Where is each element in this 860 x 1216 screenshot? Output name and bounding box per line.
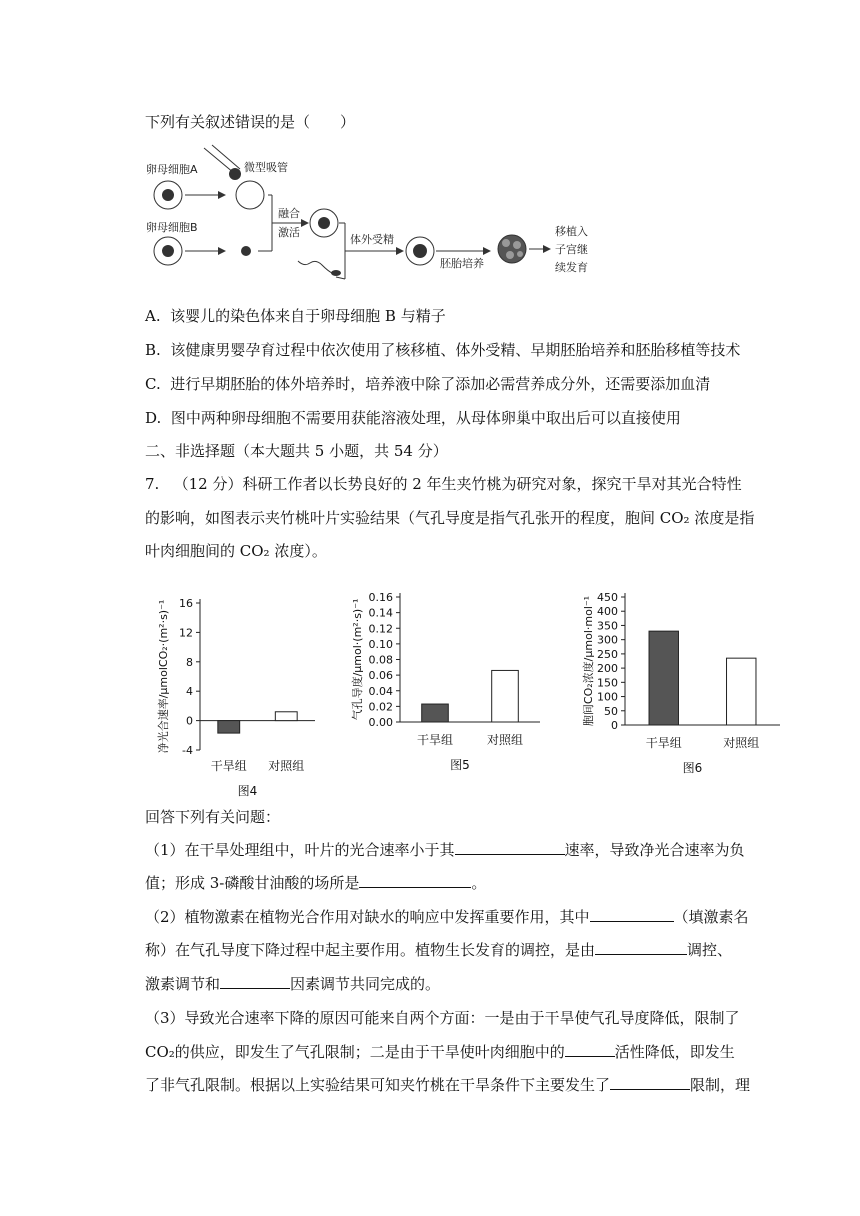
chart-fig6	[570, 585, 790, 780]
y-tick-label: 0.06	[368, 669, 393, 683]
ivf-label: 体外受精	[350, 233, 394, 246]
fusion-label-1: 融合	[278, 207, 300, 220]
q7-part1-line1: （1）在干旱处理组中，叶片的光合速率小于其 速率，导致净光合速率为负	[145, 841, 745, 859]
chart-fig5	[350, 585, 550, 780]
y-tick-label: 0.02	[368, 700, 393, 714]
y-tick-label: 200	[597, 662, 618, 676]
y-tick-label: 4	[186, 685, 193, 699]
question-stem: 下列有关叙述错误的是（ ）	[145, 113, 356, 131]
transfer-label-1: 移植入	[555, 225, 588, 238]
blank-1[interactable]	[455, 840, 565, 855]
enucleated-egg	[236, 181, 264, 209]
q7-line-2: 的影响，如图表示夹竹桃叶片实验结果（气孔导度是指气孔张开的程度，胞间 CO₂ 浓度是指	[145, 509, 755, 527]
category-label: 干旱组	[645, 736, 682, 750]
y-tick-label: 0.08	[368, 653, 393, 667]
category-label: 对照组	[723, 736, 760, 750]
bar-drought	[218, 721, 240, 733]
q7-part3-line3: 了非气孔限制。根据以上实验结果可知夹竹桃在干旱条件下主要发生了 限制，理	[145, 1076, 751, 1094]
y-tick-label: 0	[186, 714, 193, 728]
y-tick-label: 0.14	[368, 606, 393, 620]
y-tick-label: 100	[597, 690, 618, 704]
category-label: 干旱组	[210, 759, 247, 773]
y-tick-label: 8	[186, 655, 193, 669]
blank-2[interactable]	[359, 873, 471, 888]
bar-control	[275, 712, 297, 721]
chart-axes	[179, 597, 315, 757]
fusion-label-2: 激活	[278, 226, 300, 239]
y-tick-label: 12	[179, 626, 193, 640]
y-tick-label: 0.16	[368, 591, 393, 604]
y-tick-label: 150	[597, 676, 618, 690]
y-tick-label: 0.04	[368, 684, 393, 698]
bar-control	[727, 658, 756, 725]
q7-part3-line1: （3）导致光合速率下降的原因可能来自两个方面：一是由于干旱使气孔导度降低，限制了	[145, 1009, 740, 1027]
y-tick-label: 250	[597, 647, 618, 661]
blank-3[interactable]	[590, 907, 674, 922]
y-axis-label: 胞间CO₂浓度/μmol·mol⁻¹	[582, 595, 595, 727]
chart-title: 图6	[682, 761, 703, 775]
y-axis-label: 净光合速率/μmolCO₂·(m²·s)⁻¹	[157, 599, 170, 754]
category-label: 对照组	[486, 733, 524, 747]
y-axis-label: 气孔导度/μmol·(m²·s)⁻¹	[351, 598, 364, 721]
y-tick-label: 0.12	[368, 622, 393, 636]
blank-7[interactable]	[610, 1075, 690, 1090]
q7-part2-line3: 激素调节和 因素调节共同完成的。	[145, 975, 441, 993]
y-tick-label: 300	[597, 633, 618, 647]
bar-drought	[422, 704, 449, 722]
y-tick-label: 0	[611, 719, 618, 732]
egg-a-label: 卵母细胞A	[146, 163, 198, 176]
option-b: B. 该健康男婴孕育过程中依次使用了核移植、体外受精、早期胚胎培养和胚胎移植等技术	[145, 341, 741, 359]
chart-fig4	[155, 585, 330, 798]
option-c: C. 进行早期胚胎的体外培养时，培养液中除了添加必需营养成分外，还需要添加血清	[145, 375, 711, 393]
transfer-label-3: 续发育	[555, 261, 588, 274]
early-embryo	[498, 235, 526, 263]
y-tick-label: 350	[597, 619, 618, 633]
q7-part1-line2: 值；形成 3-磷酸甘油酸的场所是 。	[145, 874, 487, 892]
chart-title: 图5	[450, 758, 470, 772]
blank-5[interactable]	[220, 974, 290, 989]
answer-intro: 回答下列有关问题：	[145, 808, 281, 826]
transfer-label-2: 子宫继	[555, 243, 588, 256]
bar-control	[492, 670, 519, 722]
y-tick-label: 16	[179, 597, 193, 610]
y-tick-label: 450	[597, 591, 618, 604]
category-label: 干旱组	[416, 733, 454, 747]
y-tick-label: -4	[182, 744, 193, 757]
q7-part2-line1: （2）植物激素在植物光合作用对缺水的响应中发挥重要作用，其中 （填激素名	[145, 908, 749, 926]
q7-line-1: 7. （12 分）科研工作者以长势良好的 2 年生夹竹桃为研究对象，探究干旱对其光合特性	[145, 475, 742, 493]
y-tick-label: 0.00	[368, 716, 393, 729]
q7-part3-line2: CO₂的供应，即发生了气孔限制；二是由于干旱使叶肉细胞中的 活性降低，即发生	[145, 1043, 735, 1061]
y-tick-label: 400	[597, 605, 618, 619]
q7-line-3: 叶肉细胞间的 CO₂ 浓度）。	[145, 542, 327, 560]
bar-drought	[649, 631, 678, 725]
option-a: A. 该婴儿的染色体来自于卵母细胞 B 与精子	[145, 307, 446, 325]
section-heading: 二、非选择题（本大题共 5 小题，共 54 分）	[145, 442, 448, 460]
y-tick-label: 50	[604, 704, 618, 718]
option-d: D. 图中两种卵母细胞不需要用获能溶液处理，从母体卵巢中取出后可以直接使用	[145, 409, 681, 427]
chart-title: 图4	[237, 784, 258, 798]
q7-part2-line2: 称）在气孔导度下降过程中起主要作用。植物生长发育的调控，是由 调控、	[145, 941, 733, 959]
sperm-icon	[298, 261, 332, 273]
removed-nucleus	[229, 168, 241, 180]
egg-b-nucleus	[241, 246, 251, 256]
blank-4[interactable]	[595, 940, 687, 955]
egg-b-label: 卵母细胞B	[146, 221, 198, 234]
nuclear-transfer-diagram	[140, 143, 620, 288]
y-tick-label: 0.10	[368, 637, 393, 651]
blank-6[interactable]	[565, 1042, 615, 1057]
category-label: 对照组	[268, 759, 305, 773]
micropipette-label: 微型吸管	[244, 161, 288, 174]
culture-label: 胚胎培养	[440, 257, 484, 270]
